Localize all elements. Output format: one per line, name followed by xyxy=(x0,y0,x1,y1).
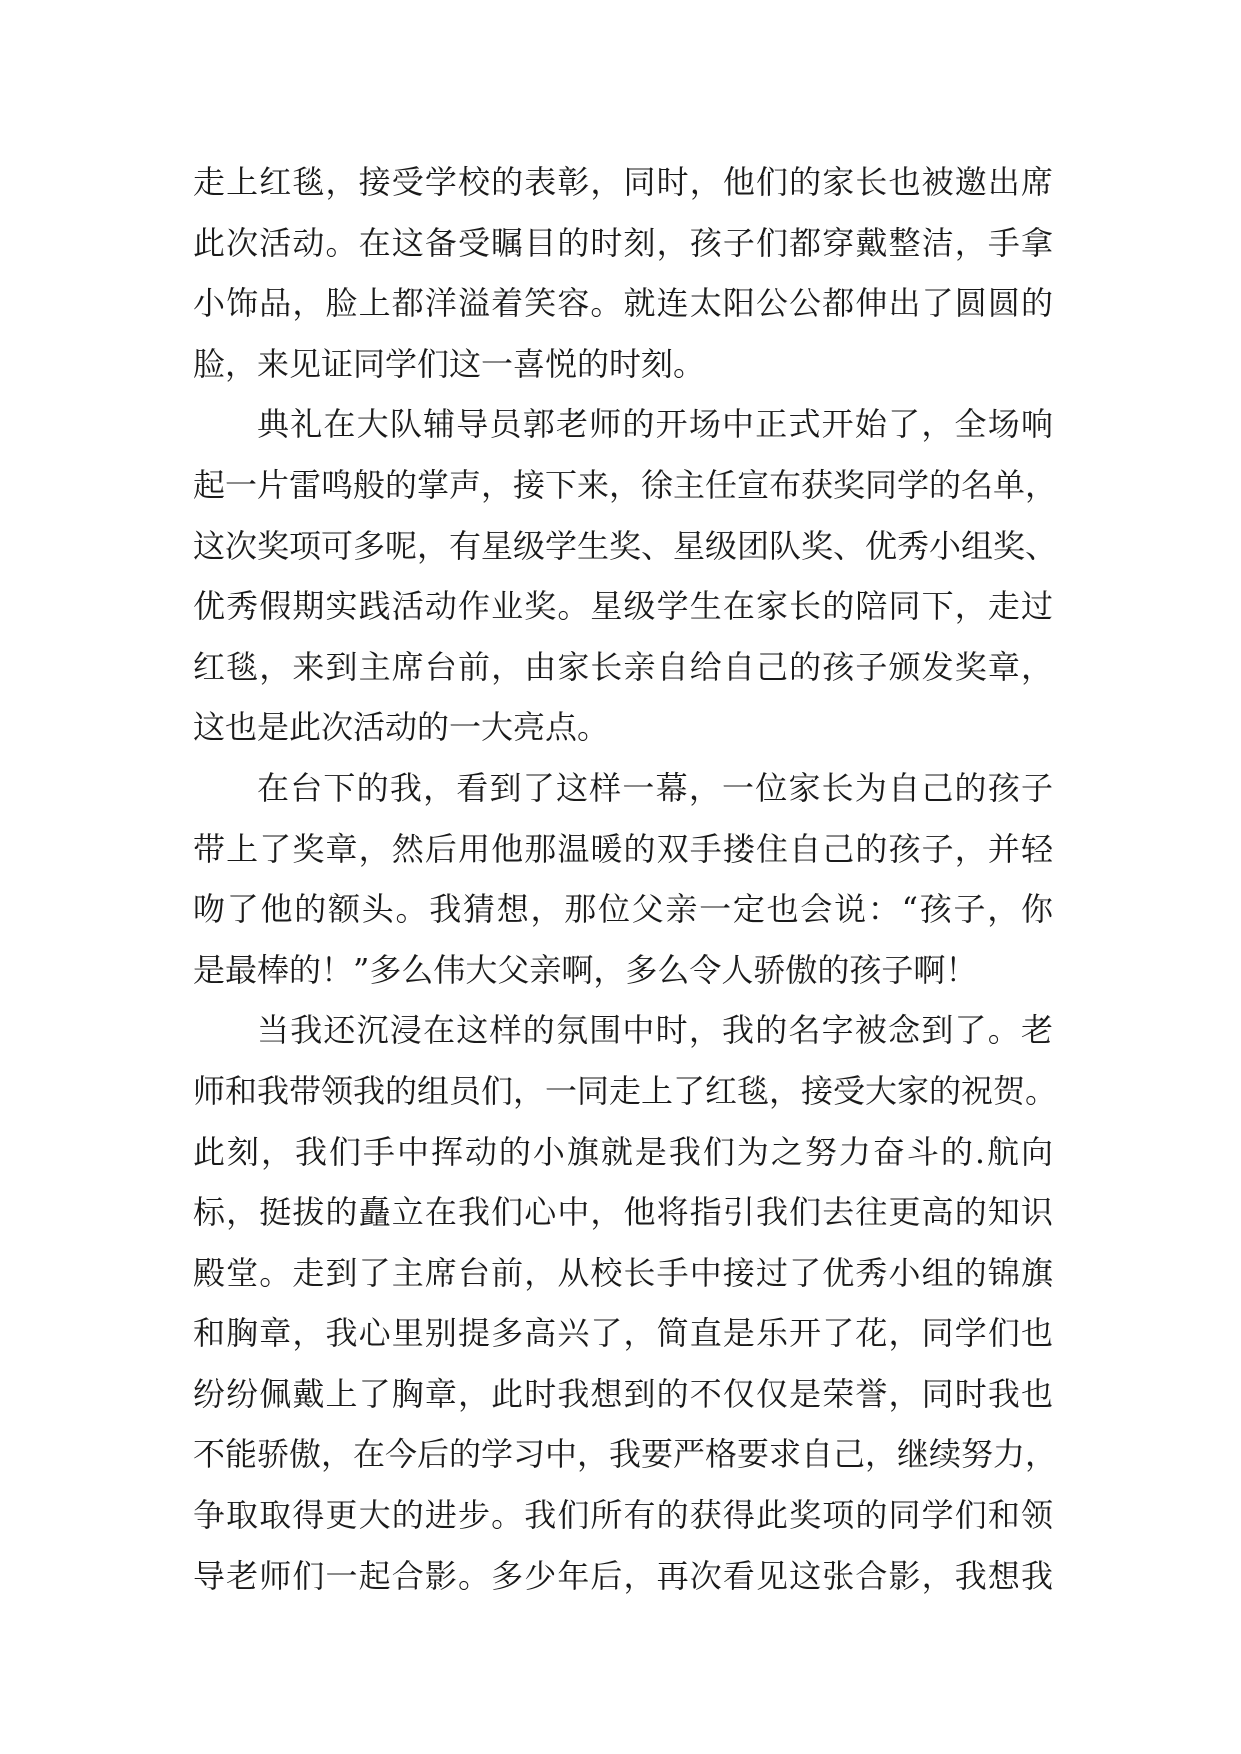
text-line: 脸，来见证同学们这一喜悦的时刻。 xyxy=(193,344,706,383)
text-line: 殿堂。走到了主席台前，从校长手中接过了优秀小组的锦旗 xyxy=(193,1253,1053,1292)
text-line: 在台下的我，看到了这样一幕，一位家长为自己的孩子 xyxy=(257,768,1053,807)
text-line: 是最棒的！”多么伟大父亲啊，多么令人骄傲的孩子啊！ xyxy=(193,950,978,989)
text-line: 小饰品，脸上都洋溢着笑容。就连太阳公公都伸出了圆圆的 xyxy=(193,284,1053,323)
text-line: 师和我带领我的组员们，一同走上了红毯，接受大家的祝贺。 xyxy=(193,1071,1058,1110)
text-line: 典礼在大队辅导员郭老师的开场中正式开始了，全场响 xyxy=(257,405,1053,444)
document-body xyxy=(193,152,1058,1606)
text-line: 起一片雷鸣般的掌声，接下来，徐主任宣布获奖同学的名单， xyxy=(193,465,1058,504)
text-line: 这次奖项可多呢，有星级学生奖、星级团队奖、优秀小组奖、 xyxy=(193,526,1058,565)
text-line: 此次活动。在这备受瞩目的时刻，孩子们都穿戴整洁，手拿 xyxy=(193,223,1053,262)
text-line: 走上红毯，接受学校的表彰，同时，他们的家长也被邀出席 xyxy=(193,163,1053,201)
text-line: 争取取得更大的进步。我们所有的获得此奖项的同学们和领 xyxy=(193,1496,1053,1535)
text-line: 优秀假期实践活动作业奖。星级学生在家长的陪同下，走过 xyxy=(193,587,1053,626)
text-line: 吻了他的额头。我猜想，那位父亲一定也会说：“孩子，你 xyxy=(193,890,1053,929)
text-line: 纷纷佩戴上了胸章，此时我想到的不仅仅是荣誉，同时我也 xyxy=(193,1374,1053,1413)
text-line: 带上了奖章，然后用他那温暖的双手搂住自己的孩子，并轻 xyxy=(193,829,1053,868)
text-line: 这也是此次活动的一大亮点。 xyxy=(193,708,610,747)
text-line: 和胸章，我心里别提多高兴了，简直是乐开了花，同学们也 xyxy=(193,1314,1053,1353)
text-line: 此刻，我们手中挥动的小旗就是我们为之努力奋斗的.航向 xyxy=(193,1132,1053,1171)
text-line: 当我还沉浸在这样的氛围中时，我的名字被念到了。老 xyxy=(257,1011,1053,1050)
text-line: 不能骄傲，在今后的学习中，我要严格要求自己，继续努力， xyxy=(193,1435,1058,1474)
text-line: 导老师们一起合影。多少年后，再次看见这张合影，我想我 xyxy=(193,1556,1053,1595)
text-line: 红毯，来到主席台前，由家长亲自给自己的孩子颁发奖章， xyxy=(193,647,1053,686)
text-line: 标，挺拔的矗立在我们心中，他将指引我们去往更高的知识 xyxy=(193,1193,1053,1232)
